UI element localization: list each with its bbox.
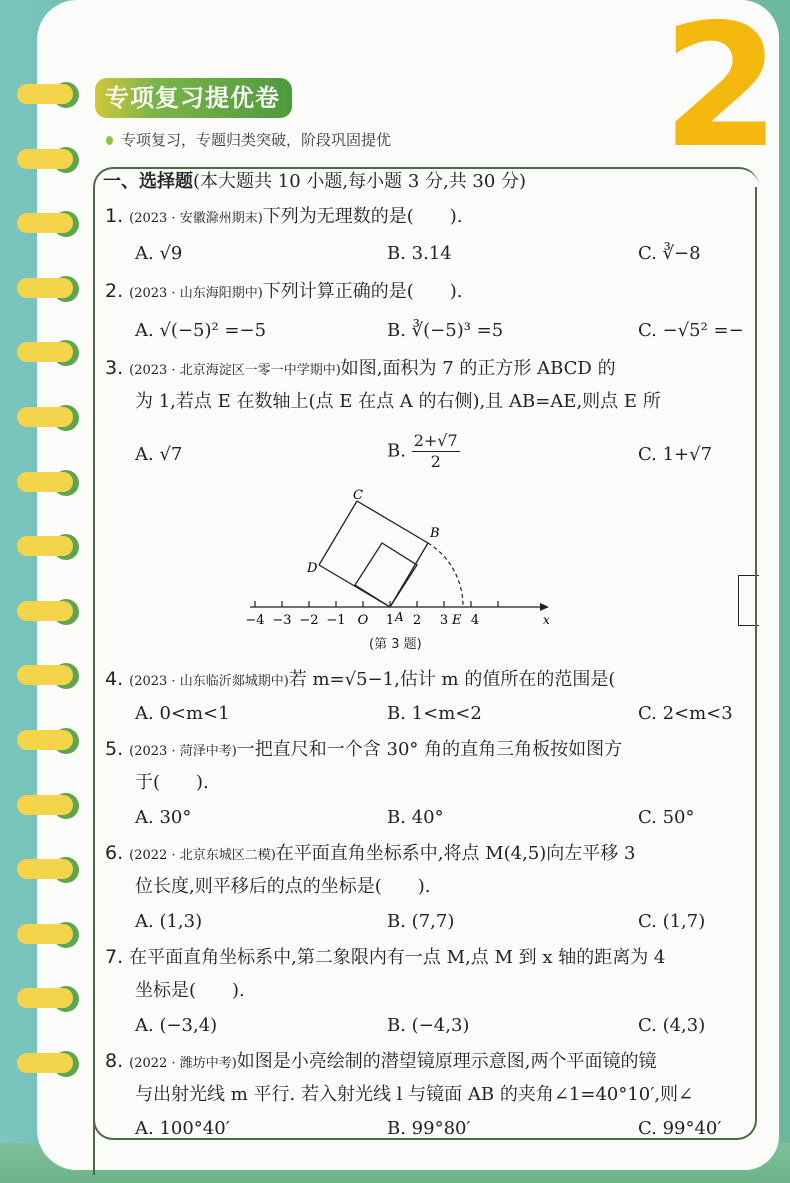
option-c[interactable]: C. 50°: [638, 807, 695, 828]
option-a[interactable]: A. (−3,4): [135, 1015, 218, 1036]
option-c[interactable]: C. ∛−8: [638, 243, 701, 264]
option-c[interactable]: C. (1,7): [638, 911, 706, 932]
point-label-d: D: [307, 561, 318, 576]
question-number: 6.: [105, 842, 124, 864]
option-b[interactable]: B. (7,7): [387, 911, 455, 932]
option-a[interactable]: A. 100°40′: [135, 1118, 230, 1139]
tick-label: −1: [326, 613, 346, 628]
binding-ring: [17, 922, 79, 948]
point-label-b: B: [430, 526, 440, 541]
option-b[interactable]: [387, 431, 460, 472]
binding-ring: [17, 82, 79, 108]
question-8-line-2: 与出射光线 m 平行. 若入射光线 l 与镜面 AB 的夹角∠1=40°10′,则∠: [135, 1084, 694, 1105]
question-text: 在平面直角坐标系中,将点 M(4,5)向左平移 3: [275, 843, 636, 864]
fraction-denominator: 2: [430, 452, 441, 471]
binding-ring: [17, 663, 79, 689]
question-number: 8.: [105, 1050, 124, 1072]
binding-ring: [17, 276, 79, 302]
tick-label: −3: [272, 613, 292, 628]
option-c[interactable]: C. (4,3): [638, 1015, 706, 1036]
option-b[interactable]: B. ∛(−5)³ =5: [387, 320, 504, 341]
option-b[interactable]: B. 3.14: [387, 243, 452, 264]
question-3-line-2: 为 1,若点 E 在数轴上(点 E 在点 A 的右侧),且 AB=AE,则点 E 所: [135, 391, 661, 412]
question-3: [105, 356, 616, 383]
binding-ring: [17, 211, 79, 237]
question-text: 若 m=√5−1,估计 m 的值所在的范围是(: [288, 669, 616, 690]
frame-right-border: [755, 187, 757, 1117]
question-text: 如图,面积为 7 的正方形 ABCD 的: [340, 358, 616, 379]
question-6-line-2: 位长度,则平移后的点的坐标是( ).: [135, 876, 431, 897]
question-frame: [93, 167, 759, 1175]
tick-label: −4: [245, 613, 265, 628]
question-5-line-2: 于( ).: [135, 772, 209, 793]
point-label-c: C: [353, 488, 363, 503]
tick-label: O: [357, 613, 369, 628]
figure-caption: (第 3 题): [369, 637, 422, 652]
option-a[interactable]: A. 30°: [135, 807, 192, 828]
subtitle-text: 专项复习，专题归类突破，阶段巩固提优: [121, 131, 392, 149]
section-title: 一、选择题: [103, 171, 193, 192]
question-number: 2.: [105, 280, 124, 302]
question-4: [105, 667, 615, 694]
section-note: (本大题共 10 小题,每小题 3 分,共 30 分): [193, 171, 527, 192]
question-7: [105, 945, 665, 970]
option-a[interactable]: A. √9: [135, 243, 183, 264]
side-da: [319, 565, 390, 607]
option-b[interactable]: B. (−4,3): [387, 1015, 470, 1036]
option-b[interactable]: B. 99°80′: [387, 1118, 471, 1139]
option-c[interactable]: C. 99°40′: [638, 1118, 722, 1139]
question-source: (2023 · 菏泽中考): [129, 744, 237, 759]
question-text: 下列为无理数的是( ).: [262, 206, 463, 227]
binding-ring: [17, 470, 79, 496]
question-source: (2023 · 山东海阳期中): [129, 286, 263, 301]
tick-label: 2: [412, 613, 422, 628]
binding-ring: [17, 534, 79, 560]
question-text: 一把直尺和一个含 30° 角的直角三角板按如图方: [236, 739, 623, 760]
option-b[interactable]: B. 40°: [387, 807, 444, 828]
binding-ring: [17, 340, 79, 366]
question-number: 4.: [105, 668, 124, 690]
option-a[interactable]: A. (1,3): [135, 911, 203, 932]
binding-ring: [17, 986, 79, 1012]
axis-arrow-icon: [540, 603, 549, 611]
question-number: 3.: [105, 357, 124, 379]
section-heading: [103, 170, 526, 194]
bullet-icon: [106, 136, 113, 145]
arc-b-to-e: [428, 543, 463, 607]
question-5: [105, 737, 622, 764]
question-2: [105, 279, 463, 306]
figure-number-line-square: [245, 487, 565, 632]
question-6: [105, 841, 635, 868]
axis-ticks: [245, 601, 498, 607]
spiral-binding: [0, 0, 90, 1183]
question-number: 7.: [105, 946, 124, 968]
point-label-a: A: [395, 610, 404, 624]
question-1: [105, 204, 463, 231]
question-source: (2023 · 北京海淀区一零一中学期中): [129, 363, 341, 378]
question-source: (2023 · 安徽滁州期末): [129, 211, 263, 226]
binding-ring: [17, 793, 79, 819]
option-a[interactable]: A. √(−5)² =−5: [135, 320, 267, 341]
question-source: (2022 · 潍坊中考): [129, 1056, 237, 1071]
question-7-line-2: 坐标是( ).: [135, 980, 245, 1001]
option-a[interactable]: A. 0<m<1: [135, 703, 230, 724]
frame-bottom-border: [93, 1110, 757, 1140]
binding-ring: [17, 857, 79, 883]
title-badge: 专项复习提优卷: [95, 78, 292, 118]
question-source: (2022 · 北京东城区二模): [129, 848, 276, 863]
option-a[interactable]: A. √7: [135, 444, 183, 465]
axis-label-x: x: [543, 613, 550, 627]
tick-labels: [245, 613, 479, 628]
question-number: 1.: [105, 205, 124, 227]
option-c[interactable]: C. 2<m<3: [638, 703, 733, 724]
question-text: 下列计算正确的是( ).: [262, 281, 463, 302]
question-text: 在平面直角坐标系中,第二象限内有一点 M,点 M 到 x 轴的距离为 4: [129, 947, 666, 968]
binding-ring: [17, 1051, 79, 1077]
option-b[interactable]: B. 1<m<2: [387, 703, 482, 724]
tick-label: 4: [470, 613, 480, 628]
question-source: (2023 · 山东临沂郯城期中): [129, 674, 289, 689]
binding-ring: [17, 599, 79, 625]
tick-label: 3: [439, 613, 449, 628]
option-c[interactable]: C. 1+√7: [638, 444, 713, 465]
option-b-fraction: [412, 431, 460, 472]
fraction-numerator: 2+√7: [413, 431, 458, 450]
subtitle: [106, 130, 391, 150]
tick-label: 1: [385, 613, 395, 628]
side-bc: [357, 501, 428, 543]
binding-ring: [17, 405, 79, 431]
point-label-e: E: [452, 613, 462, 628]
chapter-number: 2: [662, 0, 777, 186]
binding-ring: [17, 147, 79, 173]
question-8: [105, 1049, 657, 1076]
side-ab: [390, 543, 428, 607]
binding-ring: [17, 728, 79, 754]
option-c[interactable]: C. −√5² =−: [638, 320, 744, 341]
side-cd: [319, 501, 357, 565]
square-abcd: [355, 543, 417, 607]
question-text: 如图是小亮绘制的潜望镜原理示意图,两个平面镜的镜: [236, 1051, 657, 1072]
option-b-label: B.: [387, 440, 406, 462]
tick-label: −2: [299, 613, 319, 628]
question-number: 5.: [105, 738, 124, 760]
